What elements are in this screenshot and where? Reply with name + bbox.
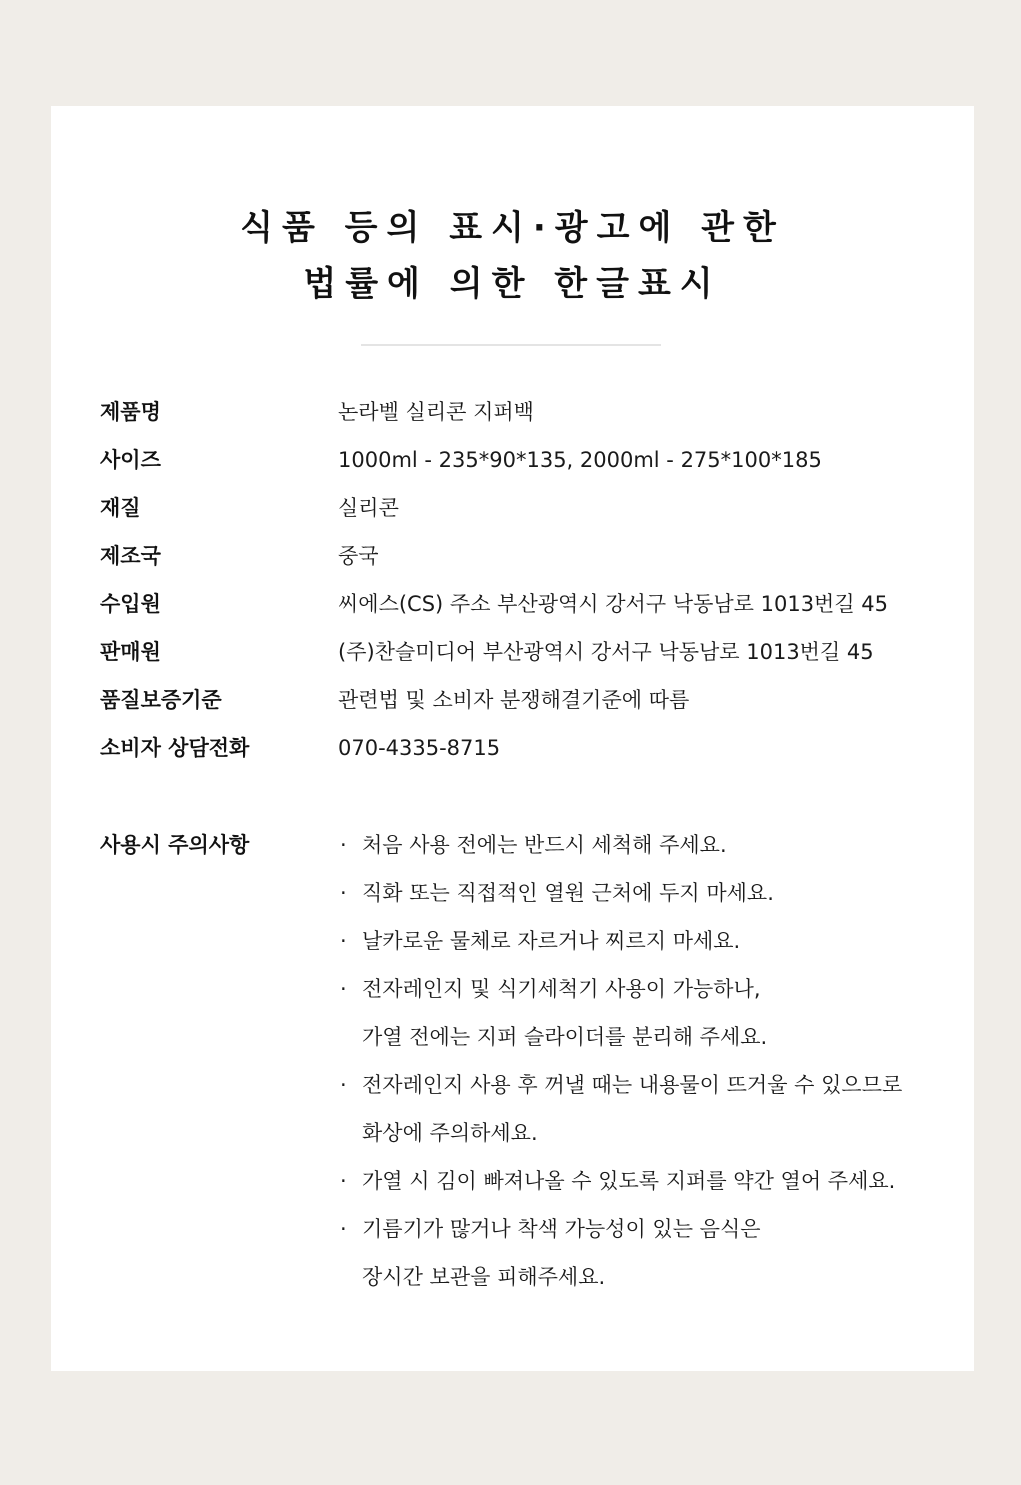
- bullet-icon: ·: [340, 929, 347, 953]
- info-row-importer: [100, 581, 930, 629]
- bullet-icon: ·: [340, 833, 347, 857]
- page-title: [51, 200, 974, 312]
- caution-text-continued: 장시간 보관을 피해주세요.: [362, 1265, 606, 1289]
- caution-text: 기름기가 많거나 착색 가능성이 있는 음식은: [362, 1217, 761, 1241]
- title-line-1: 식품 등의 표시·광고에 관한: [240, 208, 785, 248]
- info-label: 제품명: [100, 400, 161, 424]
- info-value: (주)찬슬미디어 부산광역시 강서구 낙동남로 1013번길 45: [338, 640, 874, 664]
- caution-text: 전자레인지 및 식기세척기 사용이 가능하나,: [362, 977, 761, 1001]
- caution-text: 전자레인지 사용 후 꺼낼 때는 내용물이 뜨거울 수 있으므로: [362, 1073, 903, 1097]
- list-item: [340, 917, 930, 965]
- list-item: [340, 1205, 930, 1301]
- title-divider: [361, 344, 661, 346]
- info-row-consumer-phone: [100, 725, 930, 773]
- info-label: 제조국: [100, 544, 161, 568]
- info-row-material: [100, 485, 930, 533]
- info-value: 070-4335-8715: [338, 736, 501, 760]
- info-label: 판매원: [100, 640, 161, 664]
- info-row-seller: [100, 629, 930, 677]
- info-value: 중국: [338, 544, 379, 568]
- caution-list: [340, 821, 930, 1301]
- list-item: [340, 1061, 930, 1157]
- info-label: 수입원: [100, 592, 161, 616]
- caution-text: 처음 사용 전에는 반드시 세척해 주세요.: [362, 833, 727, 857]
- info-label: 재질: [100, 496, 141, 520]
- info-value: 1000ml - 235*90*135, 2000ml - 275*100*185: [338, 448, 822, 472]
- info-label: 품질보증기준: [100, 688, 222, 712]
- list-item: [340, 965, 930, 1061]
- info-row-product-name: [100, 389, 930, 437]
- info-row-country: [100, 533, 930, 581]
- bullet-icon: ·: [340, 977, 347, 1001]
- bullet-icon: ·: [340, 881, 347, 905]
- info-value: 실리콘: [338, 496, 399, 520]
- label-card: [51, 106, 974, 1371]
- caution-text: 가열 시 김이 빠져나올 수 있도록 지퍼를 약간 열어 주세요.: [362, 1169, 896, 1193]
- list-item: [340, 869, 930, 917]
- list-item: [340, 821, 930, 869]
- bullet-icon: ·: [340, 1217, 347, 1241]
- caution-heading: 사용시 주의사항: [100, 833, 250, 857]
- info-value: 관련법 및 소비자 분쟁해결기준에 따름: [338, 688, 690, 712]
- info-row-size: [100, 437, 930, 485]
- title-line-2: 법률에 의한 한글표시: [303, 264, 722, 304]
- info-value: 씨에스(CS) 주소 부산광역시 강서구 낙동남로 1013번길 45: [338, 592, 889, 616]
- caution-text: 날카로운 물체로 자르거나 찌르지 마세요.: [362, 929, 741, 953]
- info-row-quality-standard: [100, 677, 930, 725]
- list-item: [340, 1157, 930, 1205]
- caution-text-continued: 화상에 주의하세요.: [362, 1121, 538, 1145]
- info-value: 논라벨 실리콘 지퍼백: [338, 400, 534, 424]
- info-label: 사이즈: [100, 448, 161, 472]
- info-label: 소비자 상담전화: [100, 736, 250, 760]
- caution-text-continued: 가열 전에는 지퍼 슬라이더를 분리해 주세요.: [362, 1025, 768, 1049]
- bullet-icon: ·: [340, 1169, 347, 1193]
- caution-text: 직화 또는 직접적인 열원 근처에 두지 마세요.: [362, 881, 774, 905]
- product-info-table: [100, 389, 930, 773]
- bullet-icon: ·: [340, 1073, 347, 1097]
